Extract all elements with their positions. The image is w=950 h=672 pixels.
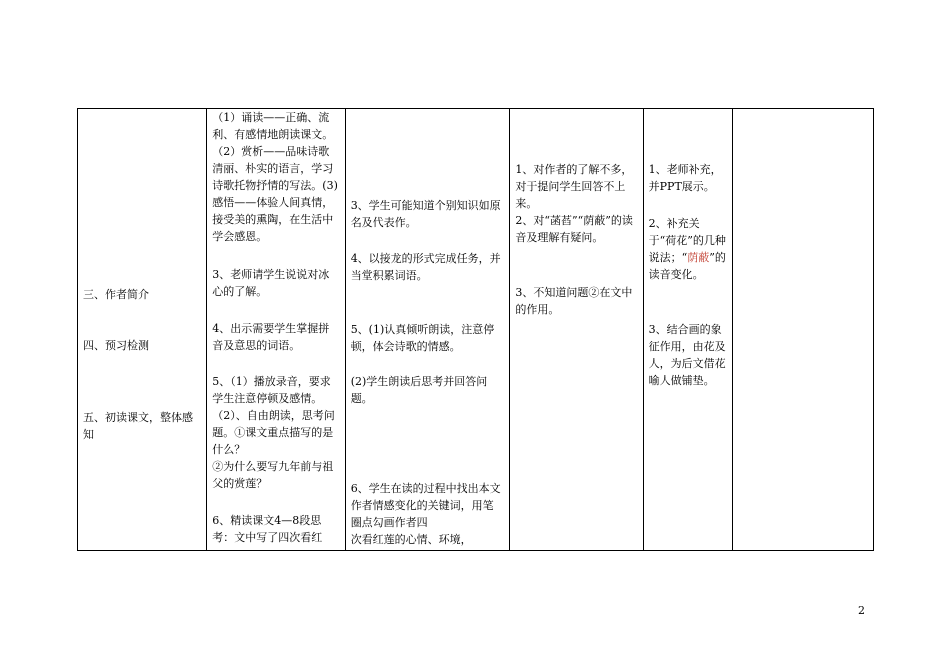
difficulty-3: 3、不知道问题②在文中的作用。 (515, 286, 633, 316)
student-step-3: 3、学生可能知道个别知识如原名及代表作。 (350, 199, 501, 229)
strategy-3: 3、结合画的象征作用，由花及人，为后文借花喻人做铺垫。 (648, 323, 726, 387)
column-difficulties (510, 109, 643, 551)
column-teacher-activity (207, 109, 345, 551)
teacher-step-4: 4、出示需要学生掌握拼音及意思的词语。 (212, 322, 330, 352)
student-step-5-2: (2)学生朗读后思考并回答问题。 (350, 375, 488, 405)
teacher-step-5-2: （2）、自由朗读，思考问题。①课文重点描写的是什么？ (212, 409, 335, 456)
strategy-2: 2、补充关于“荷花”的几种说法；“荫蔽”的读音变化。 (648, 217, 726, 281)
teacher-goal-reading: （1）诵读——正确、流利、有感情地朗读课文。 (212, 111, 334, 141)
teacher-step-5: 5、（1）播放录音，要求学生注意停顿及感情。 (212, 375, 331, 405)
step-preview-check: 四、预习检测 (83, 339, 149, 352)
teacher-goal-appreciation: （2）赏析——品味诗歌清丽、朴实的语言，学习诗歌托物抒情的写法。(3)感悟——体验人间真情，接受美的熏陶，在生活中学会感恩。 (212, 145, 338, 243)
teacher-step-5-question-2: ②为什么要写九年前与祖父的赏莲？ (212, 460, 334, 490)
student-step-6-cont: 次看红莲的心情、环境， (350, 533, 472, 546)
teacher-step-3: 3、老师请学生说说对冰心的了解。 (212, 268, 330, 298)
column-steps (78, 109, 207, 551)
highlighted-term: 荫蔽 (687, 251, 710, 264)
difficulty-1: 1、对作者的了解不多，对于提问学生回答不上来。 (515, 163, 633, 210)
student-step-4: 4、以接龙的形式完成任务，并当堂积累词语。 (350, 252, 501, 282)
page-number: 2 (858, 604, 865, 617)
table-row (78, 109, 874, 551)
difficulty-2: 2、对“菡萏”“荫蔽”的读音及理解有疑问。 (515, 214, 633, 244)
student-step-5: 5、(1)认真倾听朗读，注意停顿，体会诗歌的情感。 (350, 323, 495, 353)
lesson-plan-table (77, 108, 874, 551)
teacher-step-6: 6、精读课文4—8段思考：文中写了四次看红 (212, 514, 323, 544)
column-notes (732, 109, 873, 551)
step-author-intro: 三、作者简介 (83, 288, 149, 301)
step-first-reading: 五、初读课文，整体感知 (83, 411, 193, 441)
student-step-6: 6、学生在读的过程中找出本文作者情感变化的关键词，用笔圈点勾画作者四 (350, 482, 501, 529)
strategy-1: 1、老师补充，并PPT展示。 (648, 163, 722, 193)
column-student-activity (345, 109, 510, 551)
column-strategies (643, 109, 732, 551)
